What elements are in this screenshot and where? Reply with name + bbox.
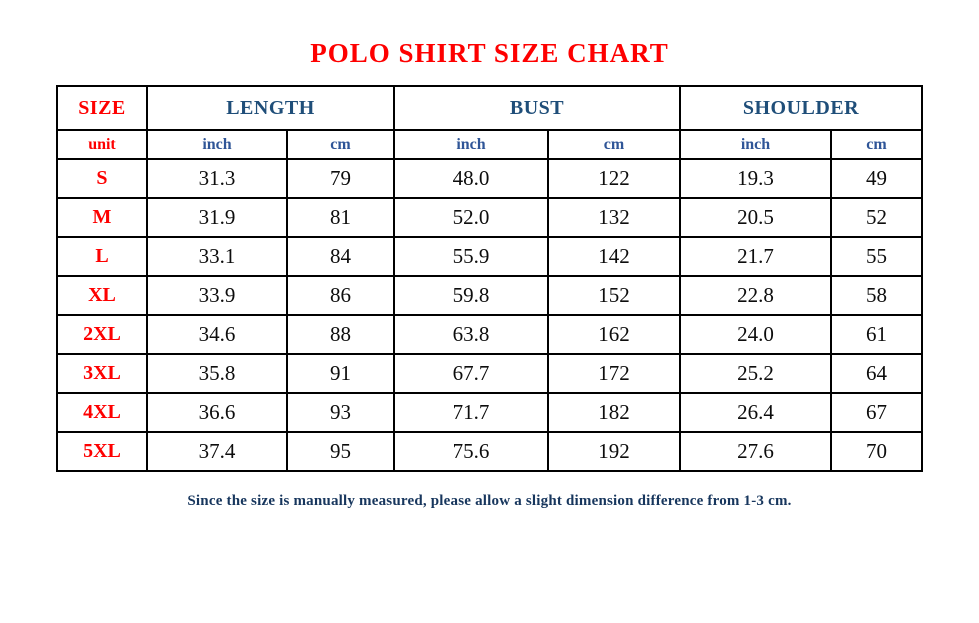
table-row-xl	[57, 276, 922, 315]
size-label: M	[57, 198, 147, 237]
page-title: POLO SHIRT SIZE CHART	[310, 38, 669, 68]
measurement-note: Since the size is manually measured, please allow a slight dimension difference from 1-3 cm.	[187, 493, 792, 510]
unit-length-cm: cm	[287, 130, 394, 159]
group-header-row	[57, 86, 922, 130]
table-cell: 122	[548, 159, 680, 198]
table-cell: 33.9	[147, 276, 287, 315]
table-cell: 152	[548, 276, 680, 315]
table-cell: 24.0	[680, 315, 831, 354]
table-cell: 37.4	[147, 432, 287, 471]
table-row-m	[57, 198, 922, 237]
table-cell: 25.2	[680, 354, 831, 393]
size-label: 3XL	[57, 354, 147, 393]
table-cell: 64	[831, 354, 922, 393]
table-cell: 58	[831, 276, 922, 315]
table-cell: 70	[831, 432, 922, 471]
unit-header-label: unit	[57, 130, 147, 159]
size-label: 5XL	[57, 432, 147, 471]
table-cell: 61	[831, 315, 922, 354]
table-cell: 27.6	[680, 432, 831, 471]
size-label: L	[57, 237, 147, 276]
table-cell: 91	[287, 354, 394, 393]
table-cell: 81	[287, 198, 394, 237]
table-cell: 34.6	[147, 315, 287, 354]
table-row-4xl	[57, 393, 922, 432]
table-cell: 20.5	[680, 198, 831, 237]
col-header-shoulder: SHOULDER	[680, 86, 922, 130]
col-header-size: SIZE	[57, 86, 147, 130]
unit-shoulder-inch: inch	[680, 130, 831, 159]
table-row-s	[57, 159, 922, 198]
table-cell: 88	[287, 315, 394, 354]
table-cell: 55.9	[394, 237, 548, 276]
table-cell: 36.6	[147, 393, 287, 432]
col-header-bust: BUST	[394, 86, 680, 130]
unit-bust-cm: cm	[548, 130, 680, 159]
table-cell: 49	[831, 159, 922, 198]
table-cell: 52	[831, 198, 922, 237]
table-cell: 79	[287, 159, 394, 198]
unit-bust-inch: inch	[394, 130, 548, 159]
table-cell: 182	[548, 393, 680, 432]
table-cell: 31.9	[147, 198, 287, 237]
unit-header-row	[57, 130, 922, 159]
table-cell: 55	[831, 237, 922, 276]
table-cell: 33.1	[147, 237, 287, 276]
table-cell: 132	[548, 198, 680, 237]
table-cell: 59.8	[394, 276, 548, 315]
size-label: XL	[57, 276, 147, 315]
table-cell: 67.7	[394, 354, 548, 393]
table-row-2xl	[57, 315, 922, 354]
table-cell: 75.6	[394, 432, 548, 471]
table-cell: 86	[287, 276, 394, 315]
size-chart-table	[56, 85, 923, 472]
table-cell: 19.3	[680, 159, 831, 198]
table-cell: 71.7	[394, 393, 548, 432]
unit-length-inch: inch	[147, 130, 287, 159]
size-label: 2XL	[57, 315, 147, 354]
table-cell: 35.8	[147, 354, 287, 393]
table-cell: 63.8	[394, 315, 548, 354]
table-cell: 52.0	[394, 198, 548, 237]
table-cell: 162	[548, 315, 680, 354]
table-cell: 172	[548, 354, 680, 393]
table-cell: 84	[287, 237, 394, 276]
table-cell: 31.3	[147, 159, 287, 198]
table-cell: 93	[287, 393, 394, 432]
table-row-3xl	[57, 354, 922, 393]
table-cell: 142	[548, 237, 680, 276]
table-cell: 67	[831, 393, 922, 432]
table-cell: 48.0	[394, 159, 548, 198]
table-cell: 21.7	[680, 237, 831, 276]
table-cell: 22.8	[680, 276, 831, 315]
table-cell: 95	[287, 432, 394, 471]
unit-shoulder-cm: cm	[831, 130, 922, 159]
size-label: S	[57, 159, 147, 198]
table-cell: 26.4	[680, 393, 831, 432]
size-label: 4XL	[57, 393, 147, 432]
table-cell: 192	[548, 432, 680, 471]
table-row-5xl	[57, 432, 922, 471]
col-header-length: LENGTH	[147, 86, 394, 130]
table-row-l	[57, 237, 922, 276]
